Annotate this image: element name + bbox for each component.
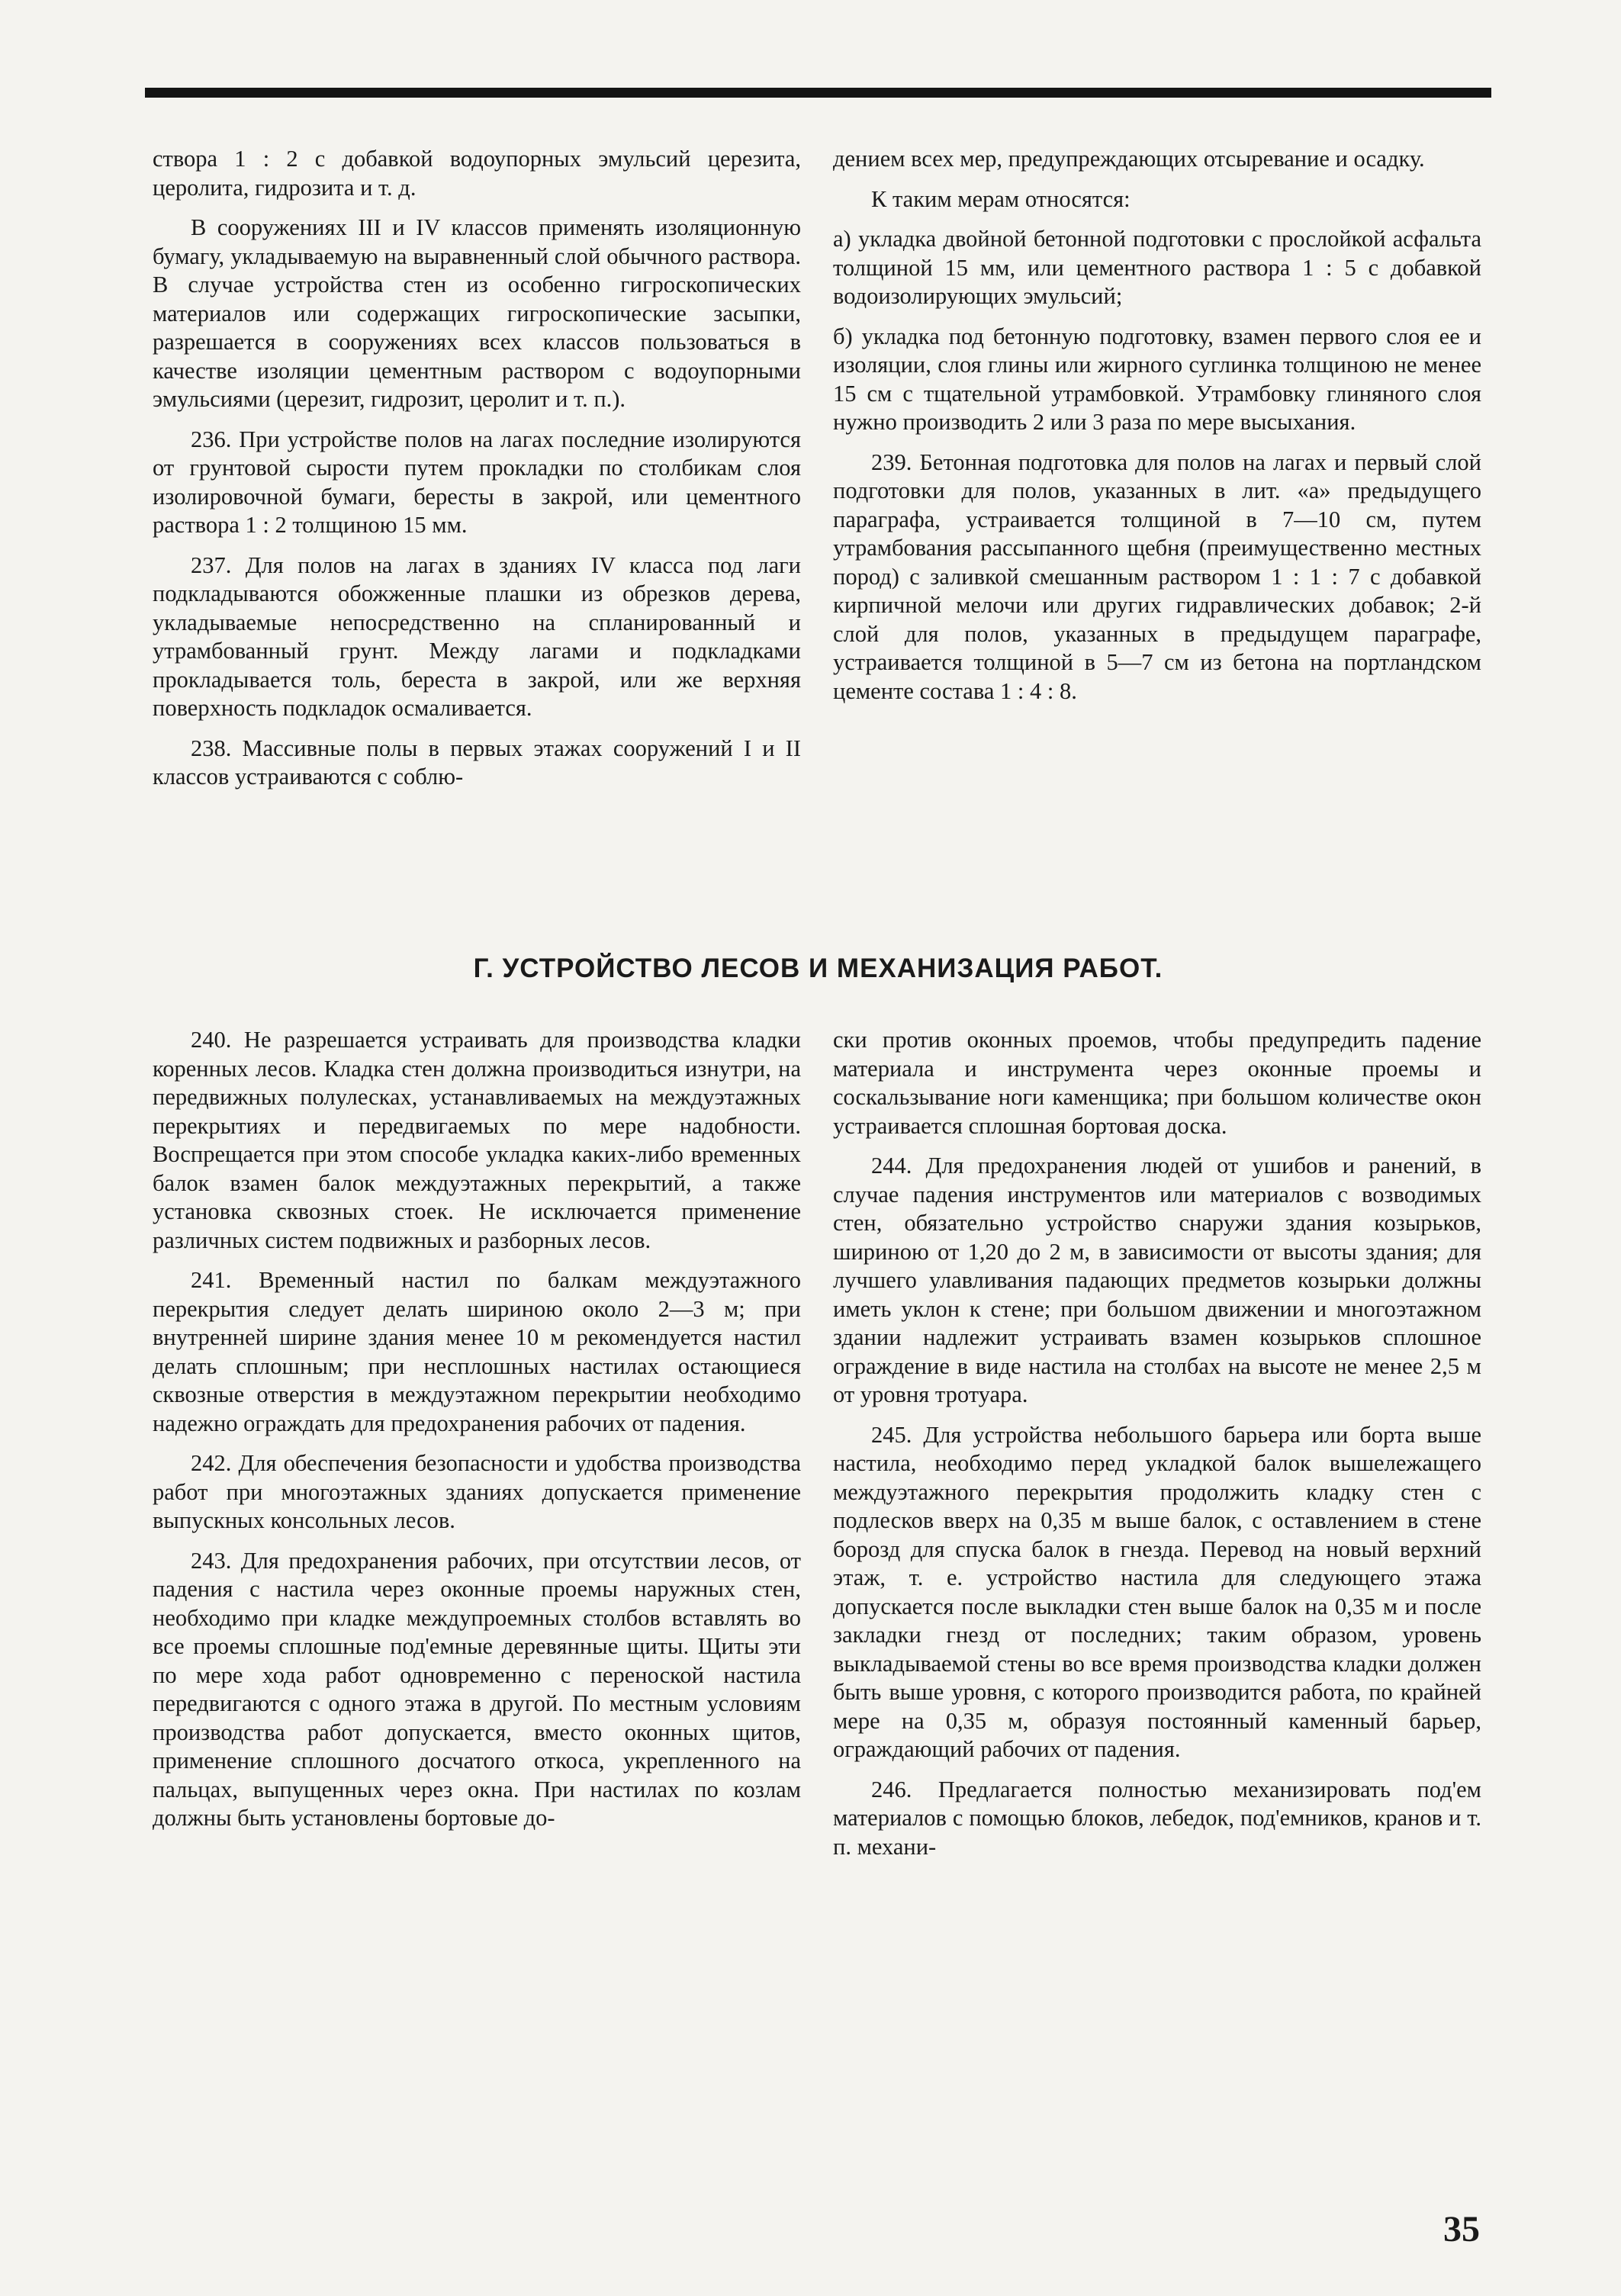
paragraph: 239. Бетонная подготовка для полов на лагах и первый слой подготовки для полов, указанных в лит. «а» предыдущего параграфа, устраивается толщиной в 7—10 см, путем утрамбования рассыпанного щебня (преимущественно местных пород) с заливкой смешанным раствором 1 : 1 : 7 с добавкой кирпичной мелочи или других гидравлических добавок; 2-й слой для полов, указанных в предыдущем параграфе, устраивается толщиной в 5—7 см из бетона на портландском цементе состава 1 : 4 : 8. xyxy=(833,449,1481,704)
paragraph: створа 1 : 2 с добавкой водоупорных эмульсий церезита, церолита, гидрозита и т. д. xyxy=(153,146,801,201)
paragraph: ски против оконных проемов, чтобы предупредить падение материала и инструмента через оконные проемы и соскальзывание ноги каменщика; при большом количестве окон устраивается сплошная бортовая доска. xyxy=(833,1027,1481,1139)
paragraph: В сооружениях III и IV классов применять изоляционную бумагу, укладываемую на выравненный слой обычного раствора. В случае устройства стен из особенно гигроскопических материалов или содержащих гигроскопические засыпки, разрешается в сооружениях всех классов пользоваться в качестве изоляции цементным раствором с водоупорными эмульсиями (церезит, гидрозит, церолит и т. п.). xyxy=(153,214,801,412)
paragraph: 244. Для предохранения людей от ушибов и ранений, в случае падения инструментов или материалов с возводимых стен, обязательно устройство снаружи здания козырьков, шириною от 1,20 до 2 м, в зависимости от высоты здания; для лучшего улавливания падающих предметов козырьки должны иметь уклон к стене; при большом движении и многоэтажном здании надлежит устраивать взамен козырьков сплошное ограждение в виде настила на столбах на высоте не менее 2,5 м от уровня тротуара. xyxy=(833,1153,1481,1407)
paragraph: 243. Для предохранения рабочих, при отсутствии лесов, от падения с настила через оконные проемы наружных стен, необходимо при кладке междупроемных столбов вставлять во все проемы сплошные под'емные деревянные щиты. Щиты эти по мере хода работ одновременно с переноской настила передвигаются с одного этажа в другой. По местным условиям производства работ допускается, вместо оконных щитов, применение сплошного досчатого откоса, укрепленного на пальцах, выпущенных через окна. При настилах по козлам должны быть установлены бортовые до- xyxy=(153,1547,801,1831)
paragraph: К таким мерам относятся: xyxy=(871,185,1131,212)
column-bottom-left xyxy=(153,1026,801,1844)
paragraph: 240. Не разрешается устраивать для производства кладки коренных лесов. Кладка стен должна производиться изнутри, на передвижных полулесках, устанавливаемых на междуэтажных перекрытиях и передвигаемых по мере надобности. Воспрещается при этом способе укладка каких-либо временных балок взамен балок междуэтажных перекрытий, а также установка сквозных стоек. Не исключается применение различных систем подвижных и разборных лесов. xyxy=(153,1027,801,1253)
paragraph: 237. Для полов на лагах в зданиях IV класса под лаги подкладываются обожженные плашки из обрезков дерева, укладываемые непосредственно на спланированный и утрамбованный грунт. Между лагами и подкладками прокладывается толь, береста в закрой, или же верхняя поверхность подкладок осмаливается. xyxy=(153,551,801,721)
column-top-right xyxy=(833,145,1481,717)
column-bottom-right xyxy=(833,1026,1481,1873)
paragraph: 246. Предлагается полностью механизировать под'ем материалов с помощью блоков, лебедок, под'емников, кранов и т. п. механи- xyxy=(833,1776,1481,1860)
section-heading: Г. УСТРОЙСТВО ЛЕСОВ И МЕХАНИЗАЦИЯ РАБОТ. xyxy=(473,953,1163,983)
paragraph: 241. Временный настил по балкам междуэтажного перекрытия следует делать шириною около 2—3 м; при внутренней ширине здания менее 10 м рекомендуется настил делать сплошным; при несплошных настилах остающиеся сквозные отверстия в междуэтажном перекрытии необходимо надежно ограждать для предохранения рабочих от падения. xyxy=(153,1267,801,1436)
paragraph: 236. При устройстве полов на лагах последние изолируются от грунтовой сырости путем прокладки по столбикам слоя изолировочной бумаги, бересты в закрой, или цементного раствора 1 : 2 толщиною 15 мм. xyxy=(153,426,801,538)
column-top-left xyxy=(153,145,801,803)
list-item: а) укладка двойной бетонной подготовки с прослойкой асфальта толщиной 15 мм, или цементного раствора 1 : 5 с добавкой водоизолирующих эмульсий; xyxy=(833,226,1481,309)
paragraph: 242. Для обеспечения безопасности и удобства производства работ при многоэтажных зданиях допускается применение выпускных консольных лесов. xyxy=(153,1450,801,1533)
page-number: 35 xyxy=(1443,2209,1480,2249)
paragraph: 238. Массивные полы в первых этажах сооружений I и II классов устраиваются с соблю- xyxy=(153,735,801,789)
paragraph: дением всех мер, предупреждающих отсыревание и осадку. xyxy=(833,146,1425,172)
list-item: б) укладка под бетонную подготовку, взамен первого слоя ее и изоляции, слоя глины или жирного суглинка толщиною не менее 15 см с тщательной утрамбовкой. Утрамбовку глиняного слоя нужно производить 2 или 3 раза по мере высыхания. xyxy=(833,323,1481,435)
header-rule xyxy=(145,88,1491,98)
paragraph: 245. Для устройства небольшого барьера или борта выше настила, необходимо перед укладкой балок вышележащего междуэтажного перекрытия продолжить кладку стен с подлесков вверх на 0,35 м выше балок, с оставлением в стене борозд для спуска балок в гнезда. Перевод на новый верхний этаж, т. е. устройство настила для следующего этажа допускается после выкладки стен выше балок на 0,35 м и после закладки гнезд от последних; таким образом, уровень выкладываемой стены во все время производства кладки должен быть выше уровня, с которого производится работа, по крайней мере на 0,35 м, образуя постоянный каменный барьер, ограждающий рабочих от падения. xyxy=(833,1421,1481,1762)
